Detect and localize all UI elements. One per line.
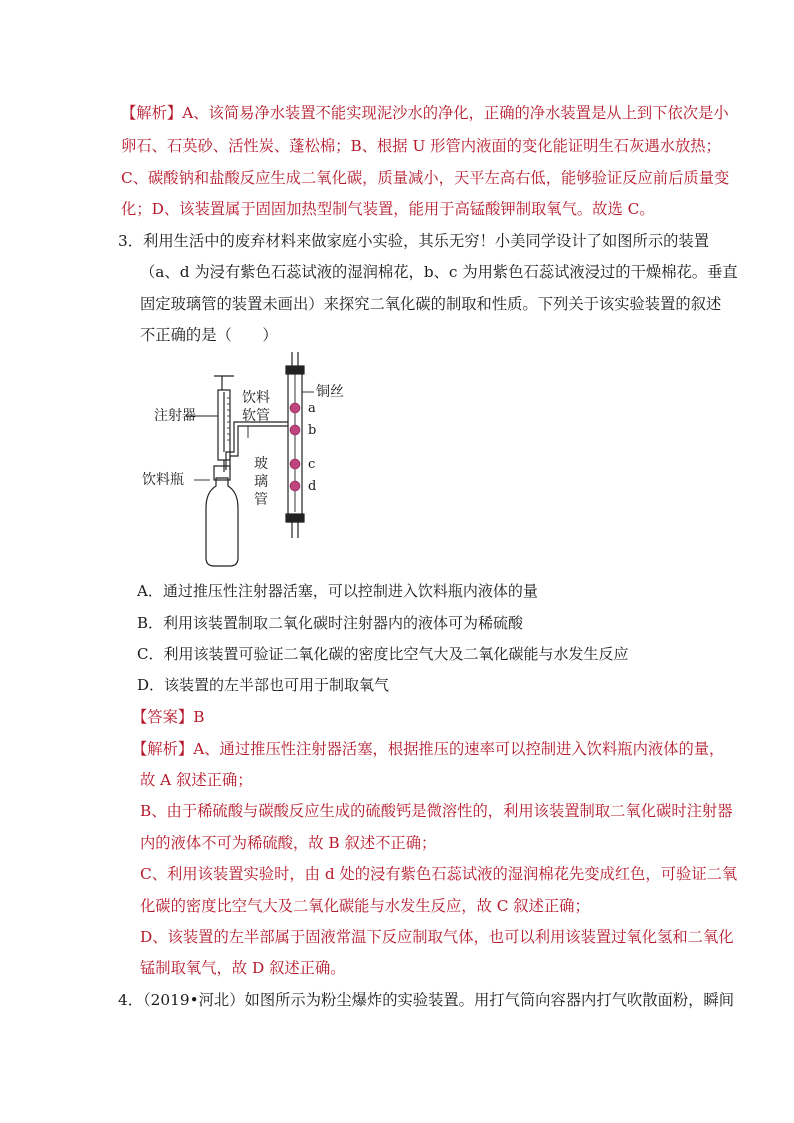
analysis-tag: 【解析】 [121,104,183,122]
question-number: 4． [118,991,144,1009]
option-c: C．利用该装置可验证二氧化碳的密度比空气大及二氧化碳能与水发生反应 [137,645,629,663]
analysis-2-line-4: 内的液体不可为稀硫酸，故 B 叙述不正确； [140,834,437,852]
label-glass-3: 管 [254,492,268,508]
analysis-1-line-2: 卵石、石英砂、活性炭、蓬松棉；B、根据 U 形管内液面的变化能证明生石灰遇水放热； [121,137,721,155]
label-glass-1: 玻 [254,456,268,472]
analysis-2-line-7: D、该装置的左半部属于固液常温下反应制取气体，也可以利用该装置过氧化氢和二氧化 [140,928,734,946]
label-syringe: 注射器 [154,408,196,424]
label-glass-2: 璃 [254,474,268,490]
answer-line [132,707,204,727]
cotton-d [290,481,300,491]
analysis-tag: 【解析】 [132,740,194,758]
answer-tag: 【答案】 [132,708,194,726]
answer-value: B [193,708,205,726]
cotton-a [290,403,300,413]
analysis-2-line-8: 锰制取氧气，故 D 叙述正确。 [140,959,346,977]
question-3-line-1: 3．利用生活中的废弃材料来做家庭小实验，其乐无穷！小美同学设计了如图所示的装置 [118,232,710,250]
analysis-2-line-5: C、利用该装置实验时，由 d 处的浸有紫色石蕊试液的湿润棉花先变成红色，可验证二氧 [140,865,738,883]
question-3-line-4: 不正确的是（ ） [140,326,278,344]
option-a: A．通过推压性注射器活塞，可以控制进入饮料瓶内液体的量 [137,582,538,600]
bottle-shape [206,478,238,566]
cotton-c [290,459,300,469]
question-3-line-2: （a、d 为浸有紫色石蕊试液的湿润棉花，b、c 为用紫色石蕊试液浸过的干燥棉花。垂直 [140,263,738,281]
label-hose-2: 软管 [242,408,270,424]
question-3-line-3: 固定玻璃管的装置未画出）来探究二氧化碳的制取和性质。下列关于该实验装置的叙述 [140,295,722,313]
label-d: d [308,479,317,494]
question-number: 3． [118,232,144,250]
apparatus-figure [130,348,390,578]
analysis-1-line-4: 化；D、该装置属于固固加热型制气装置，能用于高锰酸钾制取氧气。故选 C。 [121,200,655,218]
label-bottle: 饮料瓶 [142,472,184,488]
option-d: D．该装置的左半部也可用于制取氧气 [137,676,390,694]
analysis-1-line-3: C、碳酸钠和盐酸反应生成二氧化碳，质量减小，天平左高右低，能够验证反应前后质量变 [121,169,730,187]
analysis-2-line-3: B、由于稀硫酸与碳酸反应生成的硫酸钙是微溶性的，利用该装置制取二氧化碳时注射器 [140,802,733,820]
analysis-2-line-2: 故 A 叙述正确； [140,771,253,789]
analysis-1-line-1: 【解析】A、该简易净水装置不能实现泥沙水的净化，正确的净水装置是从上到下依次是小 [121,104,729,122]
label-b: b [308,423,317,438]
label-copper: 铜丝 [316,384,344,400]
analysis-2-line-6: 化碳的密度比空气大及二氧化碳能与水发生反应，故 C 叙述正确； [140,897,590,915]
label-hose-1: 饮料 [242,390,270,406]
analysis-2-line-1: 【解析】A、通过推压性注射器活塞，根据推压的速率可以控制进入饮料瓶内液体的量， [132,740,725,758]
cotton-b [290,425,300,435]
label-a: a [308,401,316,416]
option-b: B．利用该装置制取二氧化碳时注射器内的液体可为稀硫酸 [137,614,524,632]
question-4-line-1: 4．（2019•河北）如图所示为粉尘爆炸的实验装置。用打气筒向容器内打气吹散面粉，瞬间 [118,991,735,1009]
label-c: c [308,457,316,472]
